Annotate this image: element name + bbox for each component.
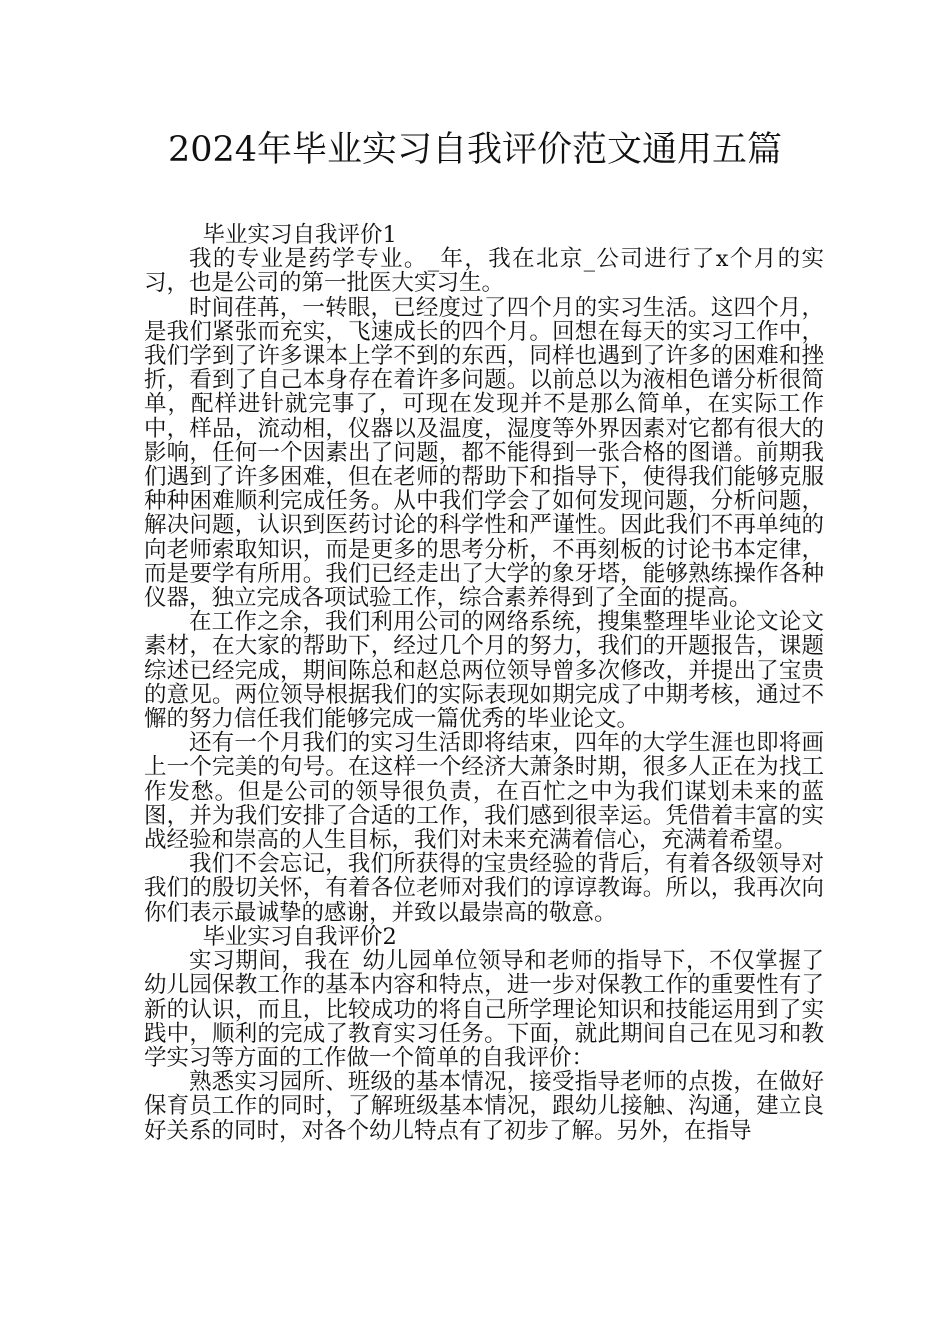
- paragraph: 实习期间，我在_幼儿园单位领导和老师的指导下，不仅掌握了幼儿园保教工作的基本内容和特点，进一步对保教工作的重要性有了新的认识，而且，比较成功的将自己所学理论知识和技能运用到了实践中，顺利的完成了教育实习任务。下面，就此期间自己在见习和教学实习等方面的工作做一个简单的自我评价：: [144, 948, 824, 1071]
- paragraph: 还有一个月我们的实习生活即将结束，四年的大学生涯也即将画上一个完美的句号。在这样一个经济大萧条时期，很多人正在为找工作发愁。但是公司的领导很负责，在百忙之中为我们谋划未来的蓝图，并为我们安排了合适的工作，我们感到很幸运。凭借着丰富的实战经验和崇高的人生目标，我们对未来充满着信心，充满着希望。: [144, 730, 824, 854]
- section-heading: 毕业实习自我评价1: [202, 222, 397, 248]
- document-body: [144, 223, 824, 1143]
- section-2: [144, 925, 824, 1143]
- section-heading: 毕业实习自我评价2: [202, 923, 397, 950]
- paragraph: 熟悉实习园所、班级的基本情况，接受指导老师的点拨，在做好保育员工作的同时，了解班级基本情况，跟幼儿接触、沟通，建立良好关系的同时，对各个幼儿特点有了初步了解。另外，在指导: [144, 1069, 824, 1144]
- paragraph: 在工作之余，我们利用公司的网络系统，搜集整理毕业论文论文素材，在大家的帮助下，经过几个月的努力，我们的开题报告，课题综述已经完成，期间陈总和赵总两位领导曾多次修改，并提出了宝贵的意见。两位领导根据我们的实际表现如期完成了中期考核，通过不懈的努力信任我们能够完成一篇优秀的毕业论文。: [144, 609, 824, 733]
- paragraph: 时间荏苒，一转眼，已经度过了四个月的实习生活。这四个月，是我们紧张而充实，飞速成长的四个月。回想在每天的实习工作中，我们学到了许多课本上学不到的东西，同样也遇到了许多的困难和挫折，看到了自己本身存在着许多问题。以前总以为液相色谱分析很简单，配样进针就完事了，可现在发现并不是那么简单，在实际工作中，样品，流动相，仪器以及温度，湿度等外界因素对它都有很大的影响，任何一个因素出了问题，都不能得到一张合格的图谱。前期我们遇到了许多困难，但在老师的帮助下和指导下，使得我们能够克服种种困难顺利完成任务。从中我们学会了如何发现问题，分析问题，解决问题，认识到医药讨论的科学性和严谨性。因此我们不再单纯的向老师索取知识，而是更多的思考分析，不再刻板的讨论书本定律，而是要学有所用。我们已经走出了大学的象牙塔，能够熟练操作各种仪器，独立完成各项试验工作，综合素养得到了全面的提高。: [144, 294, 824, 612]
- paragraph: 我的专业是药学专业。_年，我在北京_公司进行了x个月的实习，也是公司的第一批医大实习生。: [144, 246, 824, 297]
- paragraph: 我们不会忘记，我们所获得的宝贵经验的背后，有着各级领导对我们的殷切关怀，有着各位老师对我们的谆谆教诲。所以，我再次向你们表示最诚挚的感谢，并致以最崇高的敬意。: [144, 851, 824, 926]
- section-1: [144, 223, 824, 925]
- document-title: 2024年毕业实习自我评价范文通用五篇: [167, 130, 783, 170]
